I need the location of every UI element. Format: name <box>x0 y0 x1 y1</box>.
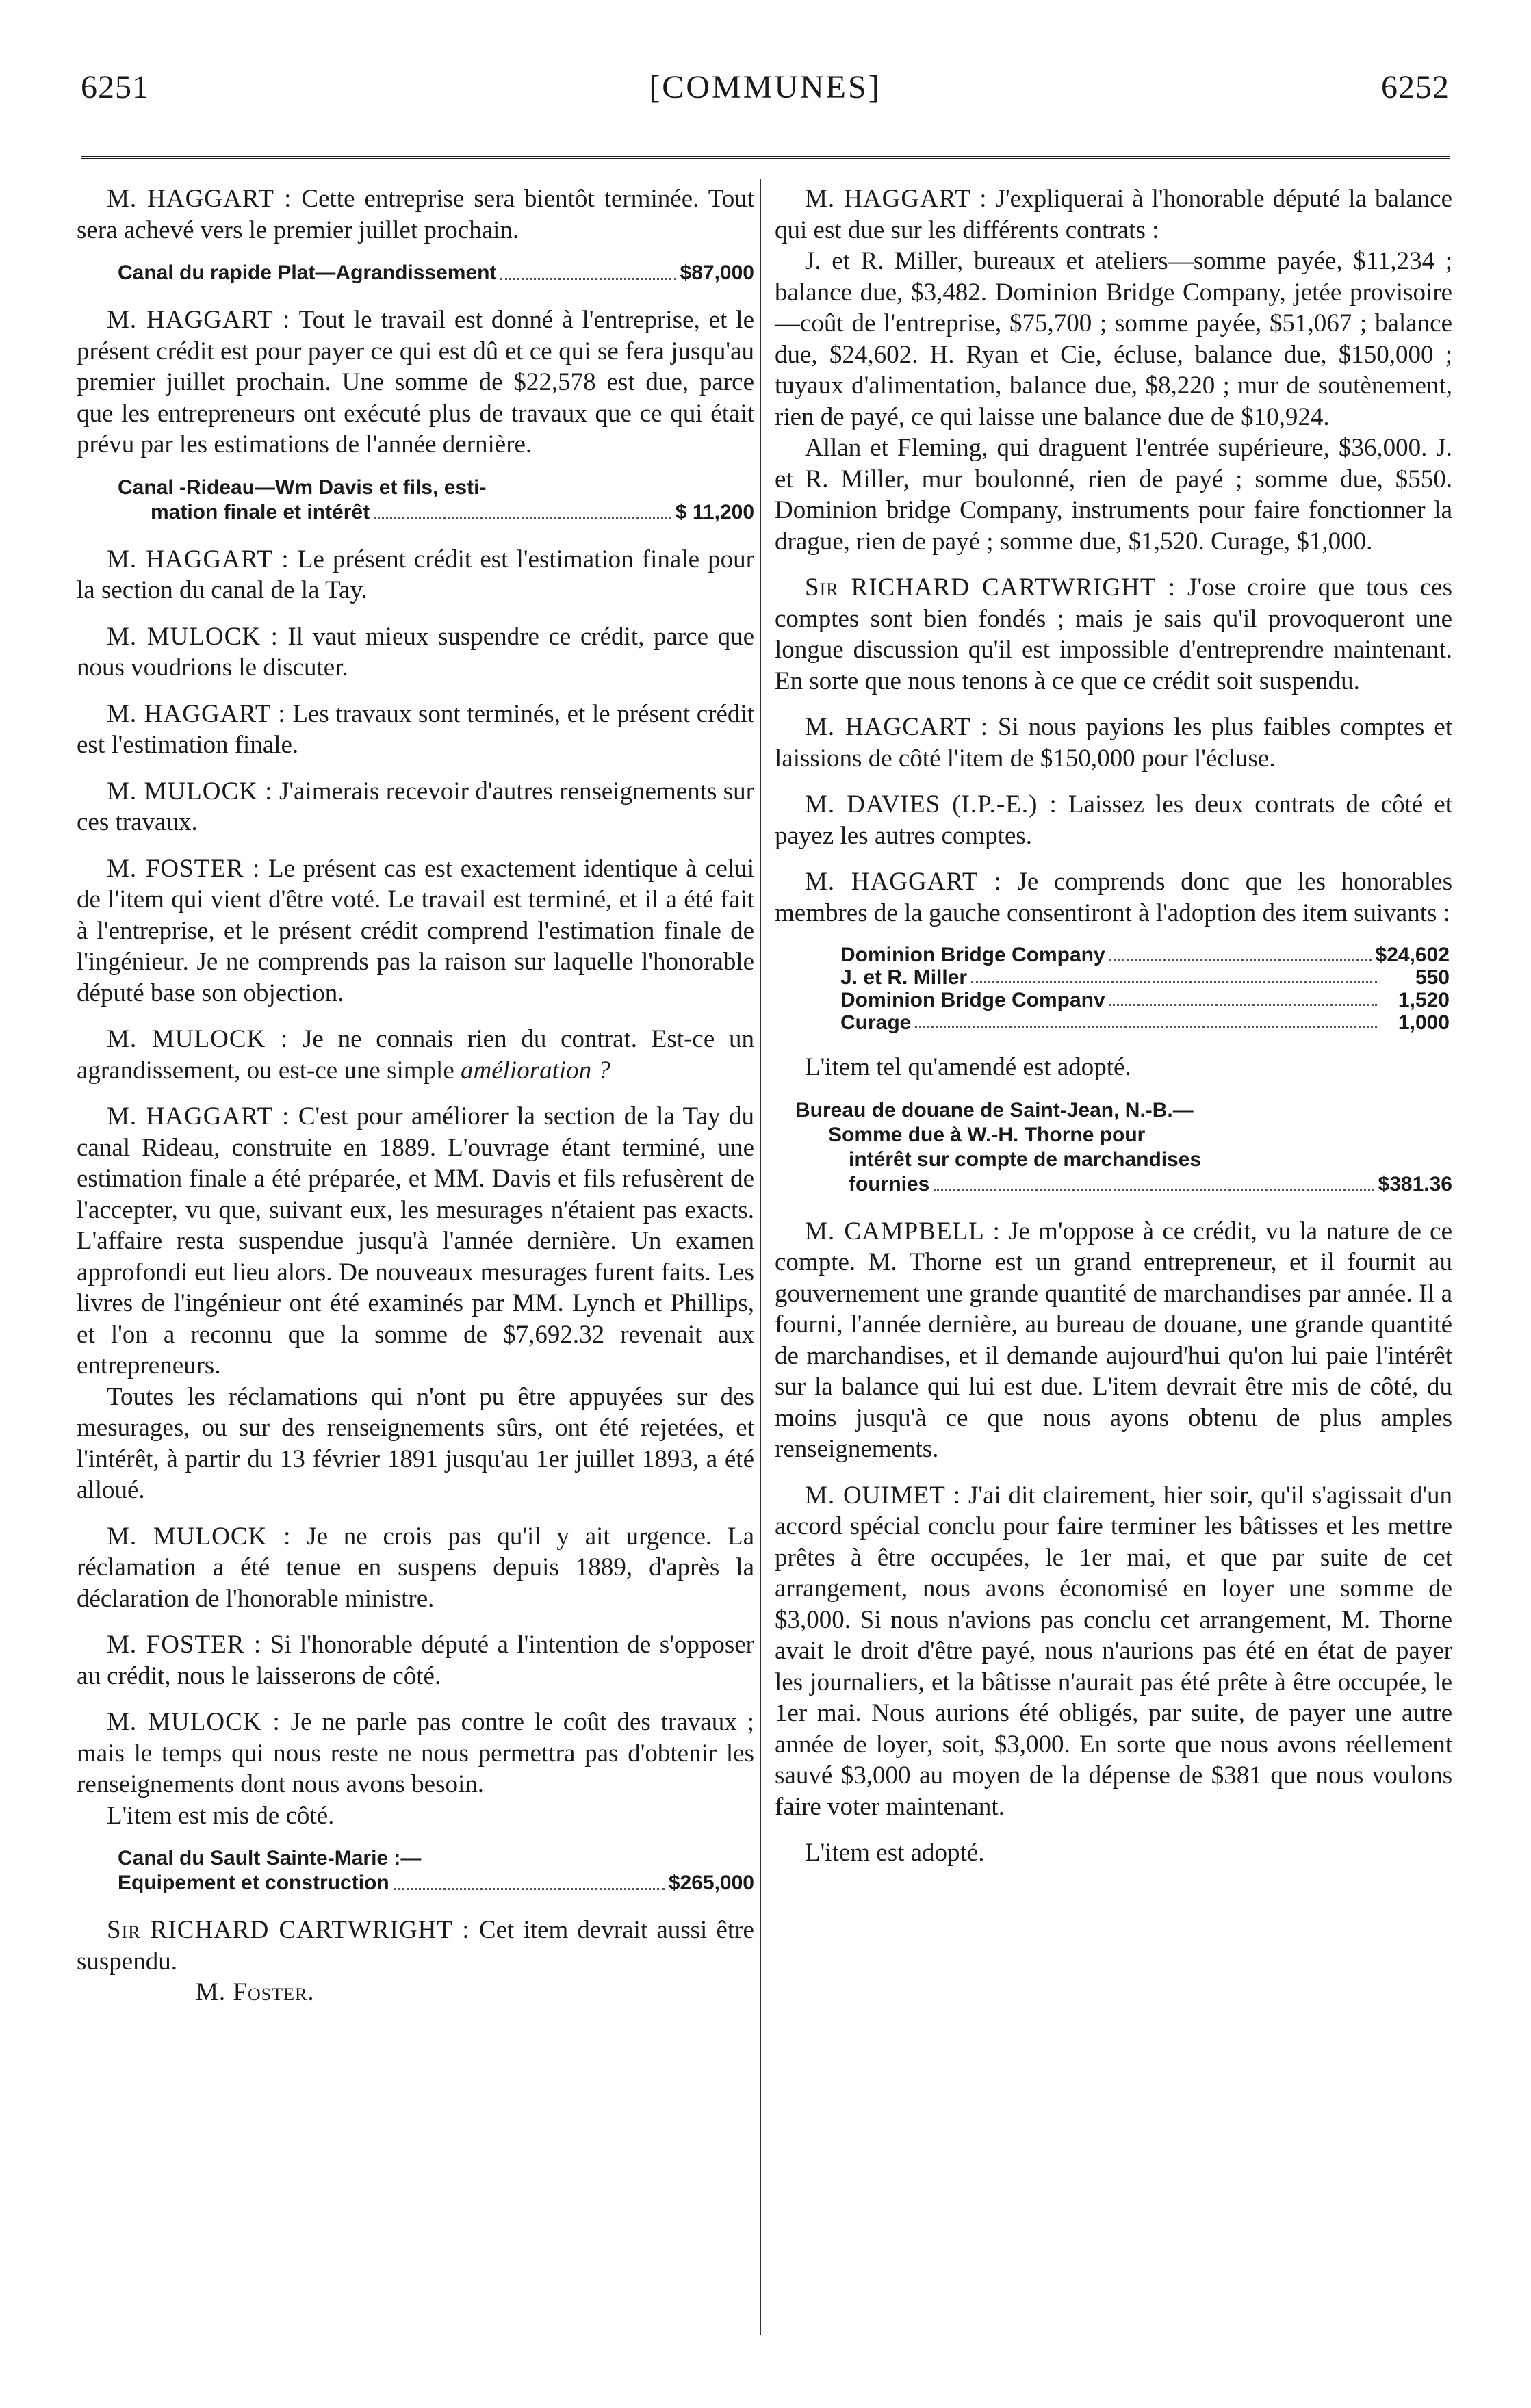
table-row <box>840 944 1450 966</box>
item-label: Canal -Rideau—Wm Davis et fils, esti- <box>118 476 487 499</box>
speech <box>77 544 754 606</box>
item-label-cont: Somme due à W.-H. Thorne pour <box>828 1123 1146 1146</box>
speech-text: Je ne parle pas contre le coût des travaux ; mais le temps qui nous reste ne nous permettra pas d'obtenir les renseignements dont nous avons besoin. <box>77 1708 754 1798</box>
speech <box>77 1915 754 1977</box>
speaker: M. FOSTER : <box>107 854 261 883</box>
speech <box>775 1480 1452 1823</box>
page-number-left: 6251 <box>81 69 149 105</box>
speech <box>775 572 1452 697</box>
speaker-signature: M. Foster. <box>196 1978 315 2006</box>
speaker: M. CAMPBELL : <box>805 1217 1001 1245</box>
speaker: M. HAGGART : <box>107 545 290 573</box>
speaker: M. MULOCK : <box>107 1708 281 1736</box>
speech <box>77 1521 754 1615</box>
speaker: M. HAGGART : <box>107 306 291 334</box>
supply-item <box>77 476 754 525</box>
speech-continuation: J. et R. Miller, bureaux et ateliers—somme payée, $11,234 ; balance due, $3,482. Dominion Bridge Company, jetée provisoire—coût de l'entreprise, $75,700 ; somme payée, $51,067 ; balance due, $24,602. H. Ryan et Cie, écluse, balance due, $150,000 ; tuyaux d'alimentation, balance due, $8,220 ; mur de soutènement, rien de payé, ce qui laisse une balance due de $10,924. <box>775 247 1452 431</box>
item-label-cont: mation finale et intérêt <box>151 500 370 523</box>
speech-text: Le présent crédit est l'estimation finale pour la section du canal de la Tay. <box>77 545 754 604</box>
speech-text: Cette entreprise sera bientôt terminée. Tout sera achevé vers le premier juillet prochain. <box>77 185 754 244</box>
speaker: M. DAVIES (I.P.-E.) : <box>805 790 1057 818</box>
speech <box>77 183 754 246</box>
speaker: M. MULOCK : <box>107 1025 289 1053</box>
table-amount: 1,520 <box>1398 989 1450 1011</box>
speech <box>77 776 754 838</box>
speech <box>775 183 1452 246</box>
speech-continuation: L'item est mis de côté. <box>107 1801 335 1830</box>
speech <box>77 1707 754 1800</box>
speech-text: Je ne connais rien du contrat. Est-ce un agrandissement, ou est-ce une simple <box>77 1025 754 1085</box>
item-amount: $ 11,200 <box>675 500 754 523</box>
speech <box>77 621 754 684</box>
table-label: Dominion Bridge Companv <box>840 989 1105 1011</box>
speech <box>77 305 754 461</box>
speaker: M. MULOCK : <box>107 622 279 651</box>
speech-text: Le présent cas est exactement identique à celui de l'item qui vient d'être voté. Le travail est terminé, et il a été fait à l'entreprise, et le présent crédit comprend l'estimation finale de l'ingénieur. Je ne comprends pas la raison sur laquelle l'honorable député base son objection. <box>77 854 754 1007</box>
column-divider <box>760 179 761 2335</box>
speaker: M. HAGCART : <box>805 713 989 741</box>
header-rule <box>81 156 1450 159</box>
item-label-cont: Equipement et construction <box>118 1872 389 1894</box>
item-label-cont: intérêt sur compte de marchandises <box>849 1148 1202 1171</box>
speech-continuation: L'item est adopté. <box>805 1839 985 1867</box>
items-table <box>840 944 1450 1034</box>
speaker: M. HAGGART : <box>805 868 1002 896</box>
table-row <box>840 1011 1450 1034</box>
speech-continuation: Toutes les réclamations qui n'ont pu être appuyées sur des mesurages, ou sur des renseignements sûrs, ont été rejetées, et l'intérêt, à partir du 13 février 1891 jusqu'au 1er juillet 1893, a été alloué. <box>77 1382 754 1504</box>
page-number-right: 6252 <box>1380 69 1450 105</box>
table-label: J. et R. Miller <box>840 966 968 989</box>
table-label: Curage <box>840 1011 912 1034</box>
speech-text: Je ne crois pas qu'il y ait urgence. La réclamation a été tenue en suspens depuis 1889, d'après la déclaration de l'honorable ministre. <box>77 1522 754 1613</box>
speech-text: Tout le travail est donné à l'entreprise, et le présent crédit est pour payer ce qui est dû et ce qui se fera jusqu'au premier juillet prochain. Une somme de $22,578 est due, parce que les entrepreneurs ont exécuté plus de travaux que ce qui était prévu par les estimations de l'année dernière. <box>77 306 754 458</box>
item-label: Bureau de douane de Saint-Jean, N.-B.— <box>795 1098 1194 1122</box>
speech-text: Si nous payions les plus faibles comptes et laissions de côté l'item de $150,000 pour l'écluse. <box>775 713 1452 773</box>
speech-text: Les travaux sont terminés, et le présent crédit est l'estimation finale. <box>77 699 754 759</box>
speech <box>775 1216 1452 1465</box>
speech <box>77 699 754 761</box>
table-amount: 550 <box>1415 966 1450 989</box>
speech-text: Laissez les deux contrats de côté et payez les autres comptes. <box>775 790 1453 850</box>
speaker: M. MULOCK : <box>107 777 273 805</box>
speech-text: Cet item devrait aussi être suspendu. <box>77 1916 754 1976</box>
supply-item <box>77 261 754 285</box>
speaker: M. HAGGART : <box>107 699 286 728</box>
table-amount: 1,000 <box>1398 1011 1450 1034</box>
table-row <box>840 989 1450 1011</box>
speech <box>77 1629 754 1692</box>
speech-text: J'ose croire que tous ces comptes sont bien fondés ; mais je sais qu'il provoqueront une longue discussion qu'il est impossible d'entreprendre maintenant. En sorte que nous tenons à ce que ce crédit soit suspendu. <box>775 573 1452 695</box>
item-amount: $87,000 <box>680 261 754 284</box>
running-title: [COMMUNES] <box>649 69 882 105</box>
speech <box>77 1101 754 1382</box>
table-label: Dominion Bridge Company <box>840 944 1105 966</box>
speech <box>775 789 1452 851</box>
speaker: M. MULOCK : <box>107 1522 292 1551</box>
speaker: M. HAGGART : <box>107 1102 290 1130</box>
speech-text: J'ai dit clairement, hier soir, qu'il s'agissait d'un accord spécial conclu pour faire terminer les bâtisses et les mettre prêtes à être occupées, le 1er mai, et que par suite de cet arrangement, nous avons économisé en loyer une somme de $3,000. Si nous n'avions pas conclu cet arrangement, M. Thorne avait le droit d'être payé, nous n'aurions pas été en état de payer les journaliers, et la bâtisse n'aurait pas été prête à être occupée, le 1er mai. Nous aurions été obligés, par suite, de payer une autre année de loyer, soit, $3,000. En sorte que nous avons réellement sauvé $3,000 au moyen de la dépense de $381 que nous voulons faire voter maintenant. <box>775 1481 1452 1821</box>
item-label: Canal du rapide Plat—Agrandissement <box>118 261 497 284</box>
supply-item <box>775 1098 1452 1197</box>
right-column <box>775 183 1452 1884</box>
speech-text: J'expliquerai à l'honorable député la balance qui est due sur les différents contrats : <box>775 185 1453 244</box>
speech-text: J'aimerais recevoir d'autres renseignements sur ces travaux. <box>77 777 754 836</box>
speech <box>775 866 1452 929</box>
supply-item <box>77 1846 754 1895</box>
speech-text: C'est pour améliorer la section de la Tay du canal Rideau, construite en 1889. L'ouvrage étant terminé, une estimation finale a été préparée, et MM. Davis et fils refusèrent de l'accepter, vu que, suivant eux, les mesurages n'étaient pas exacts. L'affaire resta suspendue jusqu'à l'année dernière. Un examen approfondi eut lieu alors. De nouveaux mesurages furent faits. Les livres de l'ingénieur ont été examinés par MM. Lynch et Phillips, et l'on a reconnu que la somme de $7,692.32 revenait aux entrepreneurs. <box>77 1102 754 1380</box>
speech <box>77 1024 754 1086</box>
item-label: Canal du Sault Sainte-Marie :— <box>118 1847 422 1869</box>
speaker: Sir RICHARD CARTWRIGHT : <box>107 1916 470 1944</box>
item-amount: $265,000 <box>668 1872 754 1894</box>
speech-text: Il vaut mieux suspendre ce crédit, parce que nous voudrions le discuter. <box>77 622 754 682</box>
speech-continuation: Allan et Fleming, qui draguent l'entrée supérieure, $36,000. J. et R. Miller, mur boulonné, rien de payé ; somme due, $550. Dominion bridge Company, instruments pour faire fonctionner la drague, rien de payé ; somme due, $1,520. Curage, $1,000. <box>775 434 1452 556</box>
speech <box>775 712 1452 774</box>
speaker: M. HAGGART : <box>107 185 292 213</box>
speech-text: Si l'honorable député a l'intention de s'opposer au crédit, nous le laisserons de côté. <box>77 1631 755 1690</box>
speech-text: Je m'oppose à ce crédit, vu la nature de ce compte. M. Thorne est un grand entrepreneur, et il fournit au gouvernement une grande quantité de marchandises par année. Il a fourni, l'année dernière, au bureau de douane, une grande quantité de marchandises, et il demande aujourd'hui qu'on lui paie l'intérêt sur la balance qui lui est due. L'item devrait être mis de côté, du moins jusqu'à ce que nous ayons obtenu de plus amples renseignements. <box>775 1217 1452 1463</box>
left-column <box>77 183 754 2023</box>
speech-text: Je comprends donc que les honorables membres de la gauche consentiront à l'adoption des item suivants : <box>775 868 1452 927</box>
speaker: M. OUIMET : <box>805 1481 962 1510</box>
table-amount: $24,602 <box>1375 944 1450 966</box>
page-header <box>81 68 1450 116</box>
speaker: M. HAGGART : <box>805 185 988 213</box>
speaker: M. FOSTER : <box>107 1631 262 1659</box>
item-amount: $381.36 <box>1378 1172 1452 1195</box>
speaker: Sir RICHARD CARTWRIGHT : <box>805 573 1176 601</box>
speech-emphasis: amélioration ? <box>461 1056 610 1085</box>
speech <box>77 853 754 1009</box>
speech-continuation: L'item tel qu'amendé est adopté. <box>805 1053 1131 1081</box>
item-label-cont: fournies <box>849 1172 930 1195</box>
table-row <box>840 966 1450 989</box>
